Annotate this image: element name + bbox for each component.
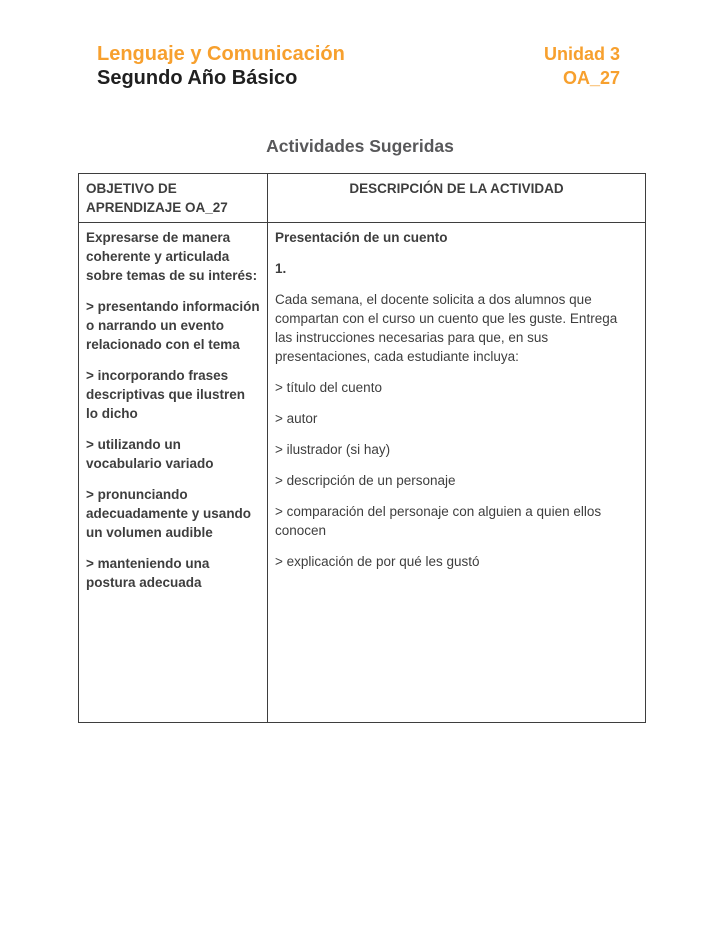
activity-bullet: > ilustrador (si hay) <box>275 442 391 457</box>
activity-bullet: > explicación de por qué les gustó <box>275 554 480 569</box>
subject-title: Lenguaje y Comunicación <box>97 43 345 65</box>
description-column-header: DESCRIPCIÓN DE LA ACTIVIDAD <box>268 174 646 223</box>
grade-level: Segundo Año Básico <box>97 67 298 89</box>
objective-bullet: > incorporando frases descriptivas que ilustren lo dicho <box>86 368 246 421</box>
oa-code: OA_27 <box>562 68 620 88</box>
objective-column-header: OBJETIVO DE APRENDIZAJE OA_27 <box>79 174 268 223</box>
activity-paragraph: Cada semana, el docente solicita a dos alumnos que compartan con el curso un cuento que les guste. Entrega las instrucciones necesarias para que, en sus presentaciones, cada estudiante incluya: <box>275 292 618 364</box>
objective-bullet: > pronunciando adecuadamente y usando un volumen audible <box>86 487 252 540</box>
objective-cell <box>79 223 268 723</box>
objective-bullet-list <box>86 297 260 592</box>
activity-bullet: > autor <box>275 411 318 426</box>
activity-bullet: > comparación del personaje con alguien a quien ellos conocen <box>275 504 602 538</box>
table-header-row <box>79 174 646 223</box>
activity-number: 1. <box>275 261 287 276</box>
header-right <box>544 42 620 90</box>
activity-bullet: > descripción de un personaje <box>275 473 456 488</box>
page-title: Actividades Sugeridas <box>266 136 454 156</box>
objective-bullet: > manteniendo una postura adecuada <box>86 556 210 590</box>
activity-bullet-list <box>275 378 638 571</box>
objective-bullet: > presentando información o narrando un evento relacionado con el tema <box>86 299 260 352</box>
unit-label: Unidad 3 <box>543 44 620 64</box>
activity-bullet: > título del cuento <box>275 380 382 395</box>
header-left <box>97 42 345 90</box>
document-header <box>0 0 720 90</box>
activity-title: Presentación de un cuento <box>275 230 448 245</box>
activity-cell <box>268 223 646 723</box>
activities-table <box>78 173 646 723</box>
table-body-row <box>79 223 646 723</box>
objective-bullet: > utilizando un vocabulario variado <box>86 437 214 471</box>
objective-intro: Expresarse de manera coherente y articulada sobre temas de su interés: <box>86 230 258 283</box>
